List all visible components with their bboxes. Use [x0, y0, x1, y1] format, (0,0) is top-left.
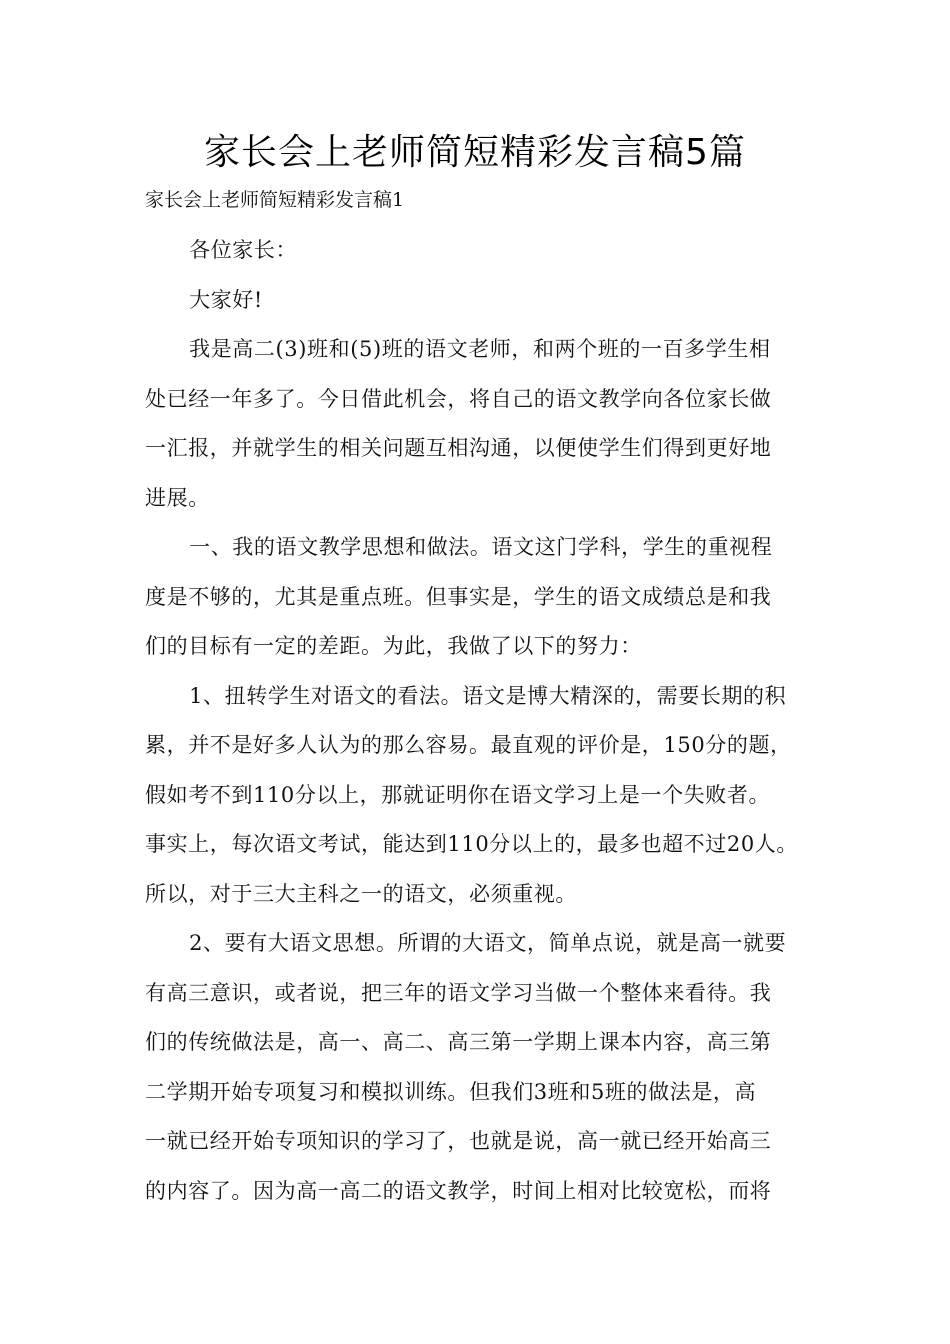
text-line: 们的目标有一定的差距。为此，我做了以下的努力： [145, 634, 642, 658]
text-line: 大家好! [189, 287, 263, 312]
text-line: 事实上，每次语文考试，能达到110分以上的，最多也超不过20人。 [145, 832, 799, 856]
text-line: 累，并不是好多人认为的那么容易。最直观的评价是，150分的题， [145, 733, 792, 757]
text-line: 一就已经开始专项知识的学习了，也就是说，高一就已经开始高三 [145, 1129, 772, 1153]
text-line: 二学期开始专项复习和模拟训练。但我们3班和5班的做法是，高 [145, 1079, 757, 1104]
text-line: 有高三意识，或者说，把三年的语文学习当做一个整体来看待。我 [145, 980, 772, 1005]
text-line: 各位家长： [189, 238, 298, 262]
paragraph-hello [145, 276, 810, 326]
text-line: 进展。 [145, 485, 210, 510]
text-line: 们的传统做法是，高一、高二、高三第一学期上课本内容，高三第 [145, 1030, 772, 1054]
text-line: 度是不够的，尤其是重点班。但事实是，学生的语文成绩总是和我 [145, 584, 772, 609]
text-line: 一、我的语文教学思想和做法。语文这门学科，学生的重视程 [189, 535, 773, 559]
text-line: 2、要有大语文思想。所谓的大语文，简单点说，就是高一就要 [189, 931, 787, 955]
paragraph-point-two [145, 919, 810, 1216]
paragraph-section-one [145, 523, 810, 672]
text-line: 的内容了。因为高一高二的语文教学，时间上相对比较宽松，而将 [145, 1178, 772, 1203]
document-subtitle: 家长会上老师简短精彩发言稿1 [145, 189, 405, 211]
paragraph-intro [145, 325, 810, 523]
paragraph-greeting [145, 226, 810, 276]
text-line: 处已经一年多了。今日借此机会，将自己的语文教学向各位家长做 [145, 386, 772, 411]
text-line: 一汇报，并就学生的相关问题互相沟通，以便使学生们得到更好地 [145, 436, 772, 460]
paragraph-point-one [145, 672, 810, 920]
text-line: 我是高二(3)班和(5)班的语文老师，和两个班的一百多学生相 [189, 337, 771, 361]
document-body [145, 226, 810, 1216]
text-line: 假如考不到110分以上，那就证明你在语文学习上是一个失败者。 [145, 782, 771, 807]
document-title: 家长会上老师简短精彩发言稿5篇 [204, 132, 746, 173]
text-line: 1、扭转学生对语文的看法。语文是博大精深的，需要长期的积 [189, 683, 787, 708]
text-line: 所以，对于三大主科之一的语文，必须重视。 [145, 881, 577, 906]
